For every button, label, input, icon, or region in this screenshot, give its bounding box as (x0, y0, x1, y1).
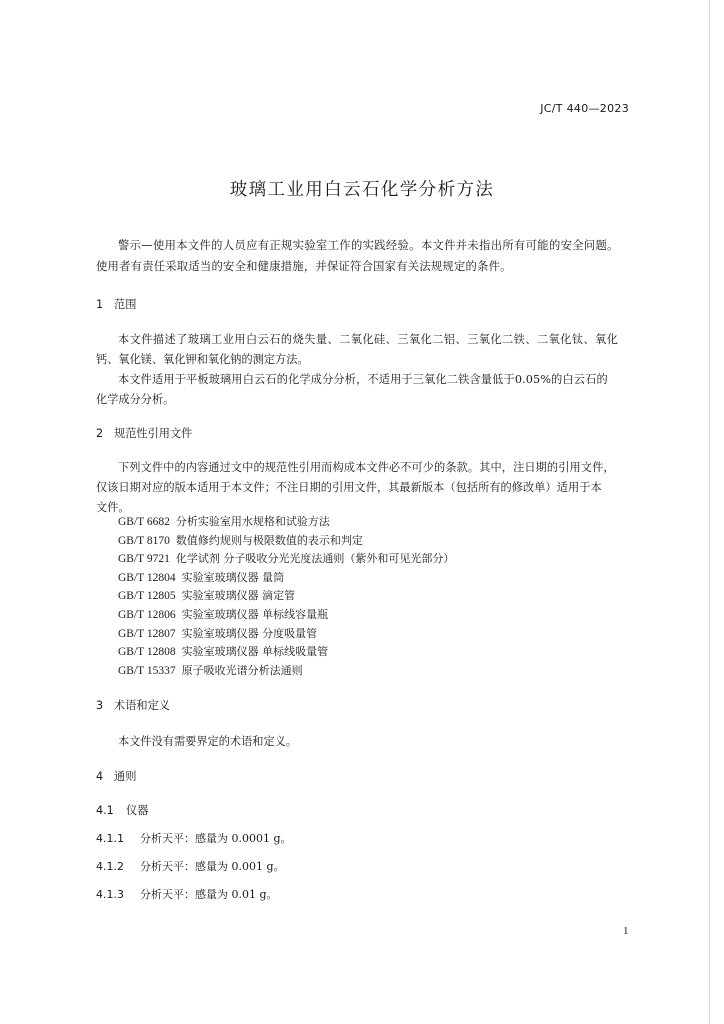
reference-name: 原子吸收光谱分析法通则 (181, 663, 303, 677)
section-title: 范围 (114, 298, 137, 311)
paragraph-line: 化学成分分析。 (96, 393, 175, 406)
reference-name: 实验室玻璃仪器 滴定管 (181, 589, 296, 603)
section-title: 规范性引用文件 (114, 427, 193, 440)
subsection-title: 仪器 (126, 804, 149, 817)
paragraph-line: 本文件没有需要界定的术语和定义。 (118, 735, 298, 748)
paragraph-line: 下列文件中的内容通过文中的规范性引用而构成本文件必不可少的条款。其中，注日期的引用文件， (118, 461, 615, 474)
reference-item (118, 587, 454, 606)
paragraph-line: 本文件描述了玻璃工业用白云石的烧失量、二氧化硅、三氧化二铝、三氧化二铁、二氧化钛、氧化 (118, 333, 619, 346)
clause-4-1-3 (96, 886, 278, 902)
reference-item (118, 513, 454, 532)
section-1-body (96, 330, 641, 410)
page-number: 1 (623, 925, 629, 937)
section-title: 术语和定义 (114, 699, 170, 712)
reference-code: GB/T 12804 (118, 571, 176, 584)
section-number: 3 (96, 699, 104, 712)
section-4-heading (96, 768, 136, 784)
reference-item (118, 606, 454, 625)
reference-item (118, 532, 454, 551)
clause-text: 分析天平：感量为 0.001 g。 (140, 860, 285, 873)
warning-line-1: 警示—使用本文件的人员应有正规实验室工作的实践经验。本文件并未指出所有可能的安全问题。 (118, 239, 619, 252)
reference-name: 实验室玻璃仪器 单标线吸量管 (181, 645, 329, 659)
warning-line-2: 使用者有责任采取适当的安全和健康措施，并保证符合国家有关法规规定的条件。 (96, 260, 512, 273)
reference-code: GB/T 12807 (118, 627, 176, 640)
paragraph-line: 仅该日期对应的版本适用于本文件；不注日期的引用文件，其最新版本（包括所有的修改单）适用于本 (96, 481, 602, 494)
clause-text: 分析天平：感量为 0.0001 g。 (140, 832, 292, 845)
reference-name: 实验室玻璃仪器 单标线容量瓶 (181, 607, 329, 621)
reference-code: GB/T 12806 (118, 608, 176, 621)
subsection-number: 4.1 (96, 804, 114, 817)
safety-warning (96, 235, 641, 277)
paragraph-line: 本文件适用于平板玻璃用白云石的化学成分分析，不适用于三氧化二铁含量低于0.05%的白云石的 (118, 373, 608, 386)
reference-item (118, 662, 454, 681)
reference-item (118, 569, 454, 588)
section-number: 4 (96, 770, 104, 783)
section-1-heading (96, 296, 136, 312)
clause-number: 4.1.3 (96, 888, 124, 901)
reference-code: GB/T 8170 (118, 534, 170, 547)
clause-number: 4.1.2 (96, 860, 124, 873)
reference-item (118, 643, 454, 662)
paragraph-line: 钙、氧化镁、氧化钾和氧化钠的测定方法。 (96, 353, 309, 366)
normative-references-list (118, 513, 454, 680)
reference-code: GB/T 9721 (118, 553, 170, 566)
section-2-body (96, 458, 641, 518)
clause-text: 分析天平：感量为 0.01 g。 (140, 888, 278, 901)
section-number: 1 (96, 298, 104, 311)
reference-code: GB/T 12805 (118, 590, 176, 603)
reference-name: 实验室玻璃仪器 分度吸量管 (181, 626, 318, 640)
page-edge (709, 0, 710, 1024)
reference-name: 分析实验室用水规格和试验方法 (175, 515, 330, 528)
section-3-body (96, 732, 641, 752)
section-number: 2 (96, 427, 104, 440)
clause-4-1-1 (96, 830, 292, 846)
section-2-heading (96, 425, 192, 441)
clause-number: 4.1.1 (96, 832, 124, 845)
reference-item (118, 550, 454, 569)
reference-code: GB/T 12808 (118, 646, 176, 659)
reference-name: 数值修约规则与极限数值的表示和判定 (175, 533, 363, 547)
reference-code: GB/T 6682 (118, 516, 170, 528)
section-title: 通则 (114, 770, 137, 783)
reference-code: GB/T 15337 (118, 664, 176, 677)
reference-item (118, 625, 454, 644)
standard-code: JC/T 440—2023 (540, 102, 629, 115)
document-title: 玻璃工业用白云石化学分析方法 (229, 180, 495, 200)
paragraph-line: 文件。 (96, 501, 130, 514)
reference-name: 实验室玻璃仪器 量筒 (181, 570, 285, 584)
section-3-heading (96, 697, 170, 713)
subsection-4-1-heading (96, 802, 148, 818)
clause-4-1-2 (96, 858, 285, 874)
reference-name: 化学试剂 分子吸收分光光度法通则（紫外和可见光部分） (175, 552, 455, 566)
